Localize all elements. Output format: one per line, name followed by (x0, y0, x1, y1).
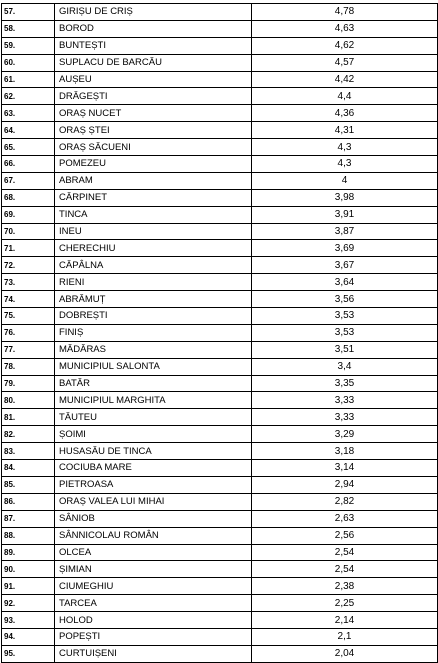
locality-name: ORAȘ NUCET (55, 105, 252, 122)
table-row (2, 223, 438, 240)
score-value: 3,33 (252, 392, 438, 409)
locality-name: MUNICIPIUL SALONTA (55, 358, 252, 375)
score-value: 2,54 (252, 544, 438, 561)
row-number: 76. (2, 324, 55, 341)
locality-name: OLCEA (55, 544, 252, 561)
locality-name: TARCEA (55, 595, 252, 612)
locality-name: BUNTEȘTI (55, 37, 252, 54)
locality-name: TINCA (55, 206, 252, 223)
score-value: 4,63 (252, 20, 438, 37)
row-number: 57. (2, 4, 55, 21)
score-value: 3,33 (252, 409, 438, 426)
score-value: 4,31 (252, 122, 438, 139)
locality-name: SÂNIOB (55, 510, 252, 527)
table-row (2, 274, 438, 291)
locality-name: BATĂR (55, 375, 252, 392)
locality-name: ORAȘ SĂCUENI (55, 139, 252, 156)
table-row (2, 392, 438, 409)
row-number: 74. (2, 291, 55, 308)
row-number: 82. (2, 426, 55, 443)
score-value: 2,63 (252, 510, 438, 527)
locality-name: DOBREȘTI (55, 308, 252, 325)
score-value: 3,29 (252, 426, 438, 443)
score-value: 2,54 (252, 561, 438, 578)
locality-name: ABRĂMUȚ (55, 291, 252, 308)
locality-name: CĂPÂLNA (55, 257, 252, 274)
table-row (2, 493, 438, 510)
row-number: 79. (2, 375, 55, 392)
locality-name: RIENI (55, 274, 252, 291)
score-value: 4,42 (252, 71, 438, 88)
row-number: 66. (2, 156, 55, 173)
table-row (2, 122, 438, 139)
score-value: 2,56 (252, 527, 438, 544)
table-row (2, 37, 438, 54)
row-number: 91. (2, 578, 55, 595)
row-number: 58. (2, 20, 55, 37)
table-row (2, 645, 438, 662)
row-number: 70. (2, 223, 55, 240)
ranking-table-body (2, 4, 438, 663)
score-value: 3,87 (252, 223, 438, 240)
score-value: 3,64 (252, 274, 438, 291)
locality-name: POMEZEU (55, 156, 252, 173)
row-number: 78. (2, 358, 55, 375)
locality-name: CĂRPINET (55, 189, 252, 206)
score-value: 4,4 (252, 88, 438, 105)
row-number: 86. (2, 493, 55, 510)
row-number: 75. (2, 308, 55, 325)
score-value: 2,82 (252, 493, 438, 510)
locality-name: DRĂGEȘTI (55, 88, 252, 105)
locality-name: ȘIMIAN (55, 561, 252, 578)
row-number: 84. (2, 460, 55, 477)
locality-name: PIETROASA (55, 476, 252, 493)
table-row (2, 375, 438, 392)
row-number: 69. (2, 206, 55, 223)
score-value: 4,62 (252, 37, 438, 54)
score-value: 2,25 (252, 595, 438, 612)
locality-name: COCIUBA MARE (55, 460, 252, 477)
row-number: 85. (2, 476, 55, 493)
score-value: 3,67 (252, 257, 438, 274)
row-number: 68. (2, 189, 55, 206)
table-row (2, 4, 438, 21)
row-number: 80. (2, 392, 55, 409)
table-row (2, 257, 438, 274)
score-value: 2,1 (252, 628, 438, 645)
score-value: 3,53 (252, 308, 438, 325)
ranking-table (1, 3, 438, 663)
locality-name: HOLOD (55, 612, 252, 629)
score-value: 3,69 (252, 240, 438, 257)
table-row (2, 510, 438, 527)
score-value: 4,78 (252, 4, 438, 21)
score-value: 4,3 (252, 139, 438, 156)
score-value: 3,18 (252, 443, 438, 460)
row-number: 64. (2, 122, 55, 139)
table-row (2, 139, 438, 156)
score-value: 3,53 (252, 324, 438, 341)
locality-name: GIRIȘU DE CRIȘ (55, 4, 252, 21)
table-row (2, 628, 438, 645)
locality-name: AUȘEU (55, 71, 252, 88)
locality-name: ORAȘ ȘTEI (55, 122, 252, 139)
table-row (2, 240, 438, 257)
row-number: 61. (2, 71, 55, 88)
row-number: 72. (2, 257, 55, 274)
table-row (2, 156, 438, 173)
row-number: 62. (2, 88, 55, 105)
table-row (2, 88, 438, 105)
row-number: 87. (2, 510, 55, 527)
table-row (2, 358, 438, 375)
locality-name: ABRAM (55, 172, 252, 189)
table-row (2, 544, 438, 561)
table-row (2, 595, 438, 612)
table-row (2, 308, 438, 325)
row-number: 71. (2, 240, 55, 257)
row-number: 95. (2, 645, 55, 662)
score-value: 4,3 (252, 156, 438, 173)
score-value: 3,4 (252, 358, 438, 375)
table-row (2, 341, 438, 358)
score-value: 3,35 (252, 375, 438, 392)
table-row (2, 426, 438, 443)
locality-name: TĂUTEU (55, 409, 252, 426)
row-number: 93. (2, 612, 55, 629)
locality-name: MUNICIPIUL MARGHITA (55, 392, 252, 409)
locality-name: FINIȘ (55, 324, 252, 341)
row-number: 94. (2, 628, 55, 645)
locality-name: MĂDĂRAS (55, 341, 252, 358)
table-row (2, 443, 438, 460)
row-number: 63. (2, 105, 55, 122)
table-row (2, 460, 438, 477)
locality-name: INEU (55, 223, 252, 240)
table-row (2, 527, 438, 544)
table-row (2, 291, 438, 308)
table-row (2, 476, 438, 493)
score-value: 2,04 (252, 645, 438, 662)
table-row (2, 561, 438, 578)
table-row (2, 324, 438, 341)
locality-name: ȘOIMI (55, 426, 252, 443)
row-number: 65. (2, 139, 55, 156)
table-row (2, 189, 438, 206)
row-number: 60. (2, 54, 55, 71)
row-number: 73. (2, 274, 55, 291)
locality-name: SÂNNICOLAU ROMÂN (55, 527, 252, 544)
table-row (2, 105, 438, 122)
locality-name: POPEȘTI (55, 628, 252, 645)
table-row (2, 578, 438, 595)
row-number: 92. (2, 595, 55, 612)
row-number: 77. (2, 341, 55, 358)
table-row (2, 20, 438, 37)
locality-name: ORAȘ VALEA LUI MIHAI (55, 493, 252, 510)
locality-name: CURTUIȘENI (55, 645, 252, 662)
score-value: 3,51 (252, 341, 438, 358)
row-number: 67. (2, 172, 55, 189)
row-number: 81. (2, 409, 55, 426)
score-value: 3,56 (252, 291, 438, 308)
row-number: 89. (2, 544, 55, 561)
row-number: 88. (2, 527, 55, 544)
locality-name: CIUMEGHIU (55, 578, 252, 595)
score-value: 3,98 (252, 189, 438, 206)
score-value: 2,14 (252, 612, 438, 629)
table-row (2, 172, 438, 189)
score-value: 3,91 (252, 206, 438, 223)
score-value: 4,57 (252, 54, 438, 71)
table-row (2, 409, 438, 426)
table-row (2, 612, 438, 629)
row-number: 90. (2, 561, 55, 578)
table-row (2, 54, 438, 71)
score-value: 2,38 (252, 578, 438, 595)
row-number: 59. (2, 37, 55, 54)
locality-name: BOROD (55, 20, 252, 37)
score-value: 2,94 (252, 476, 438, 493)
score-value: 3,14 (252, 460, 438, 477)
locality-name: SUPLACU DE BARCĂU (55, 54, 252, 71)
table-row (2, 71, 438, 88)
row-number: 83. (2, 443, 55, 460)
locality-name: HUSASĂU DE TINCA (55, 443, 252, 460)
locality-name: CHERECHIU (55, 240, 252, 257)
table-row (2, 206, 438, 223)
score-value: 4 (252, 172, 438, 189)
score-value: 4,36 (252, 105, 438, 122)
